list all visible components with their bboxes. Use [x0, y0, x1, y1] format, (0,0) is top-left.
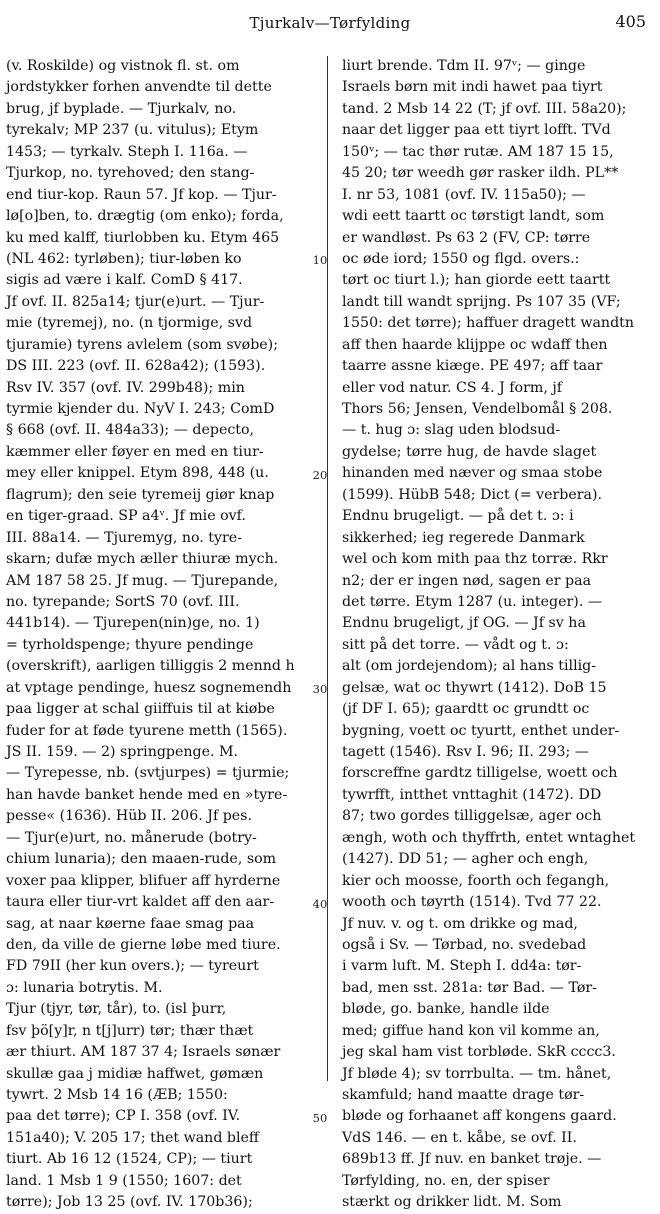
text-line: det tørre. Etym 1287 (u. integer). —	[342, 593, 603, 610]
text-line: FD 79II (her kun overs.); — tyreurt	[6, 958, 259, 975]
text-line: ængh, woth och thyffrth, entet wntaghet	[342, 829, 636, 846]
text-line: skarn; dufæ mych æller thiuræ mych.	[6, 551, 279, 568]
running-head: Tjurkalv—Tørfylding	[249, 14, 411, 32]
text-line: wel och kom mith paa thz torræ. Rkr	[342, 551, 608, 568]
text-line: no. tyrepande; SortS 70 (ovf. III.	[6, 593, 240, 610]
left-column	[6, 56, 306, 1214]
text-line: landt till wandt sprijng. Ps 107 35 (VF;	[342, 293, 621, 310]
text-line: wooth och tøyrth (1514). Tvd 77 22.	[342, 894, 602, 911]
text-line: Tjurkop, no. tyrehoved; den stang-	[6, 165, 255, 182]
text-line: tørre); Job 13 25 (ovf. IV. 170b36);	[6, 1194, 253, 1211]
column-divider	[327, 56, 328, 1081]
text-line: 441b14). — Tjurepen(nin)ge, no. 1)	[6, 615, 260, 632]
text-line: 150ᵛ; — tac thør rutæ. AM 187 15 15,	[342, 143, 614, 160]
text-line: wdi eett taartt oc tørstigt landt, som	[342, 208, 605, 225]
text-line: Thors 56; Jensen, Vendelbomål § 208.	[342, 401, 613, 417]
text-line: VdS 146. — en t. kåbe, se ovf. II.	[342, 1129, 577, 1146]
text-line: kæmmer eller føyer en med en tiur-	[6, 443, 264, 460]
text-line: Jf bløde 4); sv torrbulta. — tm. hånet,	[342, 1065, 612, 1082]
text-line: ær thiurt. AM 187 37 4; Israels sønær	[6, 1044, 281, 1061]
text-line: tiurt. Ab 16 12 (1524, CP); — tiurt	[6, 1151, 253, 1168]
margin-line-number: 30	[312, 682, 328, 697]
text-line: lø[o]ben, to. drægtig (om enko); forda,	[6, 208, 284, 225]
text-line: Jf nuv. v. og t. om drikke og mad,	[342, 915, 578, 932]
text-line: taarre assne kiæge. PE 497; aff taar	[342, 358, 603, 375]
text-line: med; giffue hand kon vil komme an,	[342, 1022, 600, 1039]
text-line: i varm luft. M. Steph I. dd4a: tør-	[342, 958, 582, 975]
text-line: § 668 (ovf. II. 484a33); — depecto,	[6, 422, 255, 439]
text-line: III. 88a14. — Tjuremyg, no. tyre-	[6, 529, 242, 546]
text-line: Rsv IV. 357 (ovf. IV. 299b48); min	[6, 379, 245, 396]
text-line: — Tyrepesse, nb. (svtjurpes) = tjurmie;	[6, 765, 290, 782]
text-line: voxer paa klipper, blifuer aff hyrderne	[6, 872, 281, 889]
text-line: skullæ gaa j midiæ haffwet, gømæn	[6, 1065, 264, 1082]
text-line: aff then haarde klijppe oc wdaff then	[342, 336, 608, 353]
text-line: er wandløst. Ps 63 2 (FV, CP: tørre	[342, 229, 591, 246]
text-line: tyrmie kjender du. NyV I. 243; ComD	[6, 401, 275, 417]
text-line: tjuramie) tyrens avlelem (som svøbe);	[6, 336, 278, 353]
text-line: bygning, voett oc tyurtt, enthet under-	[342, 722, 620, 739]
text-line: jordstykker forhen anvendte til dette	[6, 79, 272, 96]
text-line: land. 1 Msb 1 9 (1550; 1607: det	[6, 1172, 242, 1189]
page-header	[0, 12, 660, 38]
text-line: (1599). HübB 548; Dict (= verbera).	[342, 486, 603, 503]
text-line: Endnu brugeligt. — på det t. ɔ: i	[342, 508, 574, 525]
text-line: paa ligger at schal giiffuis til at kiøbe	[6, 701, 275, 718]
text-line: hinanden med næver og smaa stobe	[342, 465, 603, 482]
page-number: 405	[615, 12, 646, 31]
text-line: naar det ligger paa ett tiyrt lofft. TVd	[342, 122, 611, 139]
text-line: end tiur-kop. Raun 57. Jf kop. — Tjur-	[6, 186, 277, 203]
text-line: stærkt og drikker lidt. M. Som	[342, 1194, 562, 1211]
text-line: n2; der er ingen nød, sagen er paa	[342, 572, 592, 589]
text-line: Israels børn mit indi hawet paa tiyrt	[342, 79, 603, 96]
text-line: skamfuld; hand maatte drage tør-	[342, 1087, 585, 1103]
text-line: han havde banket hende med en »tyre-	[6, 786, 288, 803]
text-line: en tiger-graad. SP a4ᵛ. Jf mie ovf.	[6, 508, 246, 525]
text-line: gydelse; tørre hug, de havde slaget	[342, 443, 597, 460]
text-line: chium lunaria); den maaen-rude, som	[6, 851, 277, 868]
text-line: 87; two gordes tilliggelsæ, ager och	[342, 808, 602, 825]
text-line: tagett (1546). Rsv I. 96; II. 293; —	[342, 744, 589, 760]
text-line: Tørfylding, no. en, der spiser	[342, 1172, 550, 1189]
text-line: Jf ovf. II. 825a14; tjur(e)urt. — Tjur-	[6, 293, 265, 310]
text-line: kier och moosse, foorth och fegangh,	[342, 872, 610, 889]
text-line: DS III. 223 (ovf. II. 628a42); (1593).	[6, 358, 266, 375]
text-line: mey eller knippel. Etym 898, 448 (u.	[6, 465, 269, 482]
text-line: fuder for at føde tyurene metth (1565).	[6, 722, 288, 739]
text-line: brug, jf byplade. — Tjurkalv, no.	[6, 100, 237, 117]
text-line: paa det tørre); CP I. 358 (ovf. IV.	[6, 1108, 241, 1125]
text-line: tørt oc tiurt l.); han giorde eett taartt	[342, 272, 611, 289]
text-line: mie (tyremej), no. (n tjormige, svd	[6, 315, 253, 332]
text-line: alt (om jordejendom); al hans tillig-	[342, 658, 597, 675]
text-line: fsv þö[y]r, n t[j]urr) tør; thær thæt	[6, 1022, 254, 1039]
text-line: bløde, go. banke, handle ilde	[342, 1001, 550, 1018]
text-line: sag, at naar køerne faae smag paa	[6, 915, 255, 932]
text-line: gelsæ, wat oc thywrt (1412). DoB 15	[342, 679, 607, 696]
margin-line-number: 40	[312, 896, 328, 911]
text-line: sikkerhed; ieg regerede Danmark	[342, 529, 585, 546]
text-line: — Tjur(e)urt, no. månerude (botry-	[6, 829, 257, 846]
text-line: sigis ad være i kalf. ComD § 417.	[6, 272, 243, 289]
text-line: liurt brende. Tdm II. 97ᵛ; — ginge	[342, 58, 586, 74]
text-line: Tjur (tjyr, tør, tår), to. (isl þurr,	[6, 1001, 227, 1018]
text-line: tywrt. 2 Msb 14 16 (ÆB; 1550:	[6, 1087, 228, 1103]
text-line: tand. 2 Msb 14 22 (T; jf ovf. III. 58a20);	[342, 100, 627, 117]
text-line: bad, men sst. 281a: tør Bad. — Tør-	[342, 979, 597, 996]
right-column	[342, 56, 642, 1214]
text-line: tywrfft, intthet vnttaghit (1472). DD	[342, 786, 602, 803]
text-line: ku med kalff, tiurlobben ku. Etym 465	[6, 229, 280, 246]
text-line: (overskrift), aarligen tilliggis 2 mennd h	[6, 658, 295, 675]
text-line: jeg skal ham vist torbløde. SkR cccc3.	[342, 1044, 616, 1061]
text-line: bløde og forhaanet aff kongens gaard.	[342, 1108, 617, 1125]
text-line: (jf DF I. 65); gaardtt oc grundtt oc	[342, 701, 590, 718]
text-line: 45 20; tør weedh gør rasker ildh. PL**	[342, 165, 619, 182]
text-line: oc øde iord; 1550 og flgd. overs.:	[342, 250, 580, 267]
text-line: at vptage pendinge, huesz sognemendh	[6, 679, 292, 696]
text-line: ɔ: lunaria botrytis. M.	[6, 979, 163, 996]
text-line: 151a40); V. 205 17; thet wand bleff	[6, 1129, 260, 1146]
text-line: I. nr 53, 1081 (ovf. IV. 115a50); —	[342, 186, 586, 203]
margin-line-number: 10	[312, 253, 328, 268]
text-line: (1427). DD 51; — agher och engh,	[342, 851, 589, 868]
text-line: (NL 462: tyrløben); tiur-løben ko	[6, 250, 242, 267]
text-line: 1453; — tyrkalv. Steph I. 116a. —	[6, 143, 248, 160]
text-line: flagrum); den seie tyremeij giør knap	[6, 486, 275, 503]
text-line: tyrekalv; MP 237 (u. vitulus); Etym	[6, 122, 259, 139]
text-line: = tyrholdspenge; thyure pendinge	[6, 636, 254, 653]
text-line: den, da ville de gierne løbe med tiure.	[6, 936, 281, 953]
text-line: Endnu brugeligt, jf OG. — Jf sv ha	[342, 615, 586, 632]
text-line: forscreffne gardtz tilligelse, woett och	[342, 765, 618, 782]
margin-line-number: 20	[312, 467, 328, 482]
text-line: også i Sv. — Tørbad, no. svedebad	[342, 936, 587, 953]
text-line: taura eller tiur-vrt kaldet aff den aar-	[6, 894, 275, 911]
text-line: (v. Roskilde) og vistnok fl. st. om	[6, 58, 240, 74]
text-line: sitt på det torre. — vådt og t. ɔ:	[342, 636, 569, 653]
text-line: — t. hug ɔ: slag uden blodsud-	[342, 422, 561, 439]
text-line: AM 187 58 25. Jf mug. — Tjurepande,	[6, 572, 279, 589]
margin-line-number: 50	[312, 1111, 328, 1126]
text-line: 689b13 ff. Jf nuv. en banket trøje. —	[342, 1151, 602, 1168]
text-line: eller vod natur. CS 4. J form, jf	[342, 379, 563, 396]
text-line: pesse« (1636). Hüb II. 206. Jf pes.	[6, 808, 252, 825]
text-line: JS II. 159. — 2) springpenge. M.	[6, 744, 239, 760]
text-line: 1550: det tørre); haffuer dragett wandtn	[342, 315, 634, 332]
